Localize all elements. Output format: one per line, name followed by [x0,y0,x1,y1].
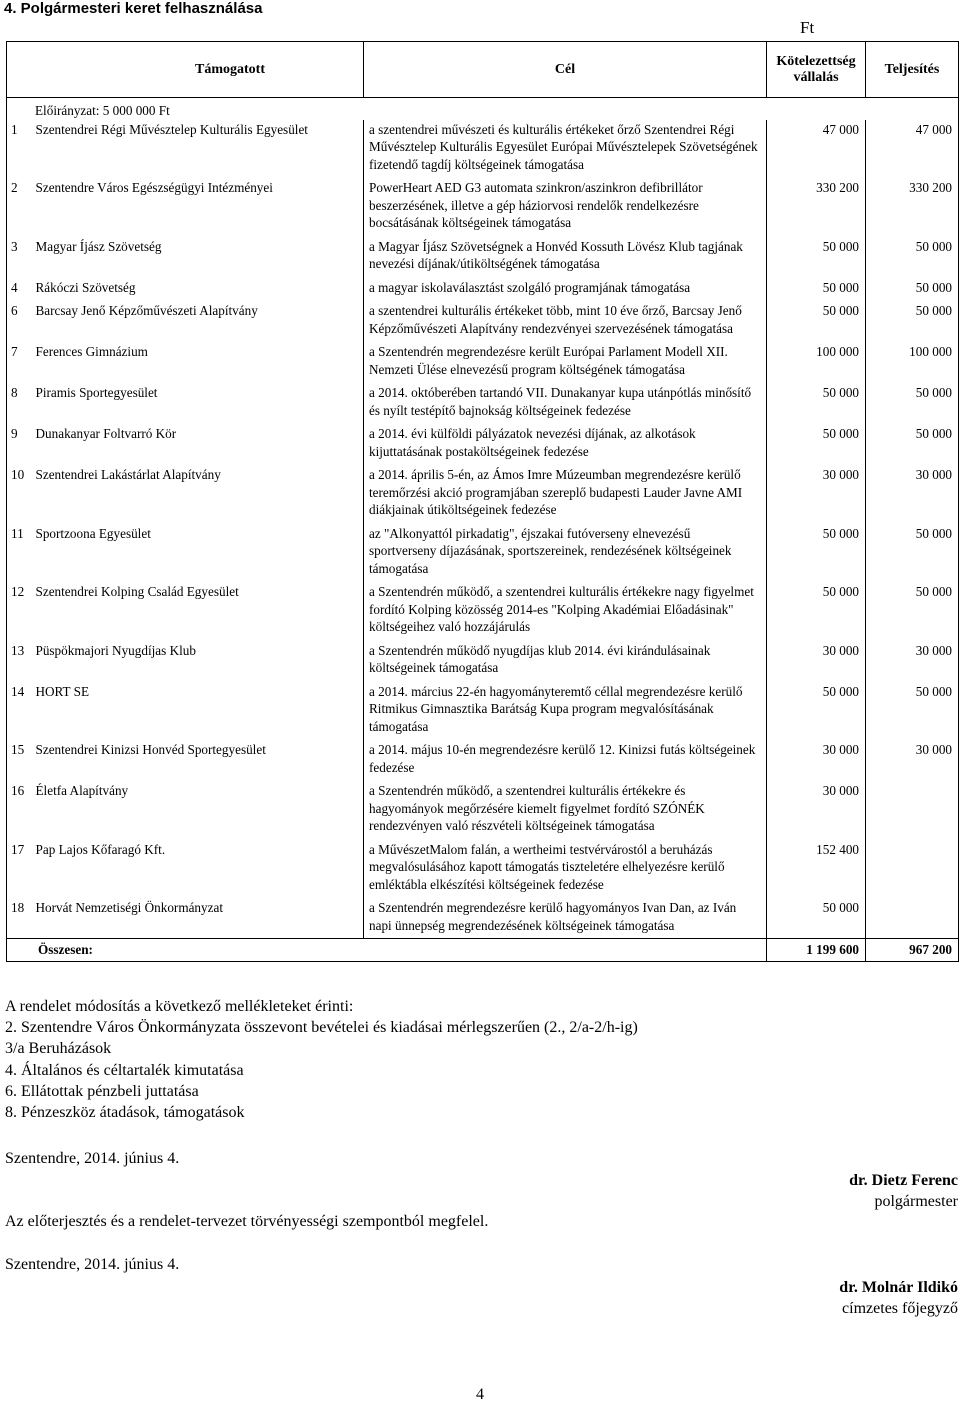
table-row [7,464,959,523]
row-goal: a 2014. évi külföldi pályázatok nevezési díjának, az alkotások kijuttatásának postaköltségeinek fedezése [364,423,767,464]
row-number: 12 [7,581,34,640]
annex-list [5,996,638,1123]
row-recipient: Püspökmajori Nyugdíjas Klub [34,640,364,681]
date-1: Szentendre, 2014. június 4. [5,1150,180,1167]
budget-table [6,41,959,962]
table-header-row [7,42,959,98]
row-goal: a Szentendrén működő, a szentendrei kulturális értékekre és hagyományok megőrzésére kiemelt figyelmet fordító SZÓNÉK rendezvényen való részvételi költségeinek támogatása [364,780,767,839]
table-row [7,382,959,423]
row-number: 1 [7,120,34,178]
row-number: 6 [7,300,34,341]
row-number: 2 [7,177,34,236]
row-recipient: HORT SE [34,681,364,740]
header-recipient: Támogatott [7,42,364,98]
row-fulfillment: 50 000 [866,382,959,423]
annex-item: 6. Ellátottak pénzbeli juttatása [5,1082,199,1100]
row-number: 9 [7,423,34,464]
mayor-signature [849,1170,958,1212]
mayor-name: dr. Dietz Ferenc [849,1172,958,1189]
row-fulfillment [866,780,959,839]
page-number: 4 [476,1386,484,1402]
row-number: 18 [7,897,34,939]
notary-signature [839,1277,958,1319]
unit-label: Ft [800,18,815,37]
row-number: 15 [7,739,34,780]
total-fulfillment: 967 200 [866,939,959,962]
row-fulfillment [866,839,959,898]
row-fulfillment: 50 000 [866,423,959,464]
table-row [7,681,959,740]
annex-item: 4. Általános és céltartalék kimutatása [5,1061,244,1079]
row-commitment: 50 000 [767,681,866,740]
row-goal: a Szentendrén megrendezésre került Európai Parlament Modell XII. Nemzeti Ülése elnevezésű program költségének támogatása [364,341,767,382]
table-row [7,780,959,839]
row-number: 10 [7,464,34,523]
header-commitment: Kötelezettség vállalás [767,42,866,98]
row-fulfillment: 50 000 [866,236,959,277]
row-goal: a Szentendrén megrendezésre kerülő hagyományos Ivan Dan, az Iván napi ünnepség megrendezésének költségeinek támogatása [364,897,767,939]
row-number: 7 [7,341,34,382]
header-goal: Cél [364,42,767,98]
row-recipient: Magyar Íjász Szövetség [34,236,364,277]
annex-item: 3/a Beruházások [5,1040,112,1058]
table-row [7,523,959,582]
row-fulfillment: 50 000 [866,681,959,740]
row-goal: a 2014. októberében tartandó VII. Dunakanyar kupa utánpótlás minősítő és nyílt testépítő bajnokság költségeinek fedezése [364,382,767,423]
row-commitment: 100 000 [767,341,866,382]
row-fulfillment: 50 000 [866,581,959,640]
table-row [7,120,959,178]
row-recipient: Horvát Nemzetiségi Önkormányzat [34,897,364,939]
row-fulfillment: 330 200 [866,177,959,236]
row-fulfillment: 47 000 [866,120,959,178]
row-goal: a szentendrei művészeti és kulturális értékeket őrző Szentendrei Régi Művésztelep Kulturális Egyesület Európai Művésztelepek Szövetségének fizetendő tagdíj költségeinek támogatása [364,120,767,178]
table-row [7,423,959,464]
row-recipient: Dunakanyar Foltvarró Kör [34,423,364,464]
header-fulfillment: Teljesítés [866,42,959,98]
annex-intro: A rendelet módosítás a következő mellékleteket érinti: [5,998,354,1015]
table-row [7,277,959,301]
row-goal: a 2014. május 10-én megrendezésre kerülő 12. Kinizsi futás költségeinek fedezése [364,739,767,780]
row-number: 11 [7,523,34,582]
row-goal: a MűvészetMalom falán, a wertheimi testvérvárostól a beruházás megvalósulásához kapott támogatás tiszteletére elhelyezésre kerülő emléktábla elkészítési költségeinek fedezése [364,839,767,898]
row-goal: az "Alkonyattól pirkadatig", éjszakai futóverseny elnevezésű sportverseny díjazásának, sportszereinek, rendezésének költségeinek támogatása [364,523,767,582]
row-commitment: 152 400 [767,839,866,898]
total-row [7,939,959,962]
row-commitment: 330 200 [767,177,866,236]
row-commitment: 50 000 [767,300,866,341]
row-goal: a 2014. április 5-én, az Ámos Imre Múzeumban megrendezésre kerülő teremőrzési akció programjában szereplő budapesti Lauder Javne AMI diákjainak útiköltségeinek fedezése [364,464,767,523]
row-goal: a Szentendrén működő nyugdíjas klub 2014. évi kirándulásainak költségeinek támogatása [364,640,767,681]
row-number: 3 [7,236,34,277]
table-row [7,300,959,341]
section-title: 4. Polgármesteri keret felhasználása [4,0,263,17]
row-number: 17 [7,839,34,898]
row-recipient: Szentendre Város Egészségügyi Intézményei [34,177,364,236]
date-2: Szentendre, 2014. június 4. [5,1256,180,1273]
table-row [7,177,959,236]
notary-title: címzetes főjegyző [842,1300,958,1317]
row-goal: a 2014. március 22-én hagyományteremtő céllal megrendezésre kerülő Ritmikus Gimnasztika Barátság Kupa program megvalósításának támogatása [364,681,767,740]
row-commitment: 50 000 [767,581,866,640]
row-number: 13 [7,640,34,681]
row-fulfillment: 50 000 [866,523,959,582]
row-commitment: 50 000 [767,897,866,939]
row-goal: a Szentendrén működő, a szentendrei kulturális értékekre nagy figyelmet fordító Kolping közösség 2014-es "Kolping Akadémiai Előadásinak" költségeihez való hozzájárulás [364,581,767,640]
row-recipient: Sportzoona Egyesület [34,523,364,582]
notary-name: dr. Molnár Ildikó [839,1279,958,1296]
row-recipient: Szentendrei Lakástárlat Alapítvány [34,464,364,523]
row-recipient: Szentendrei Régi Művésztelep Kulturális Egyesület [34,120,364,178]
row-fulfillment: 100 000 [866,341,959,382]
row-commitment: 50 000 [767,523,866,582]
row-fulfillment: 30 000 [866,640,959,681]
row-recipient: Piramis Sportegyesület [34,382,364,423]
budget-row [7,98,959,120]
table-row [7,839,959,898]
row-commitment: 30 000 [767,640,866,681]
budget-label: Előirányzat: 5 000 000 Ft [7,98,959,120]
row-goal: a magyar iskolaválasztást szolgáló programjának támogatása [364,277,767,301]
row-recipient: Ferences Gimnázium [34,341,364,382]
total-commitment: 1 199 600 [767,939,866,962]
row-number: 4 [7,277,34,301]
row-recipient: Pap Lajos Kőfaragó Kft. [34,839,364,898]
row-recipient: Életfa Alapítvány [34,780,364,839]
row-recipient: Szentendrei Kolping Család Egyesület [34,581,364,640]
table-body [7,98,959,962]
row-goal: a szentendrei kulturális értékeket több, mint 10 éve őrző, Barcsay Jenő Képzőművészeti Alapítvány rendezvényei szervezésének támogatása [364,300,767,341]
row-fulfillment [866,897,959,939]
row-commitment: 47 000 [767,120,866,178]
row-recipient: Barcsay Jenő Képzőművészeti Alapítvány [34,300,364,341]
row-recipient: Szentendrei Kinizsi Honvéd Sportegyesület [34,739,364,780]
row-recipient: Rákóczi Szövetség [34,277,364,301]
row-commitment: 30 000 [767,739,866,780]
row-commitment: 30 000 [767,780,866,839]
row-goal: PowerHeart AED G3 automata szinkron/aszinkron defibrillátor beszerzésének, illetve a gép háziorvosi rendelők rendelkezésre bocsátásának költségeinek támogatása [364,177,767,236]
table-row [7,739,959,780]
row-fulfillment: 50 000 [866,300,959,341]
table-row [7,897,959,939]
total-label: Összesen: [7,939,767,962]
mayor-title: polgármester [874,1193,958,1210]
row-commitment: 50 000 [767,236,866,277]
row-number: 14 [7,681,34,740]
table-row [7,640,959,681]
row-number: 16 [7,780,34,839]
row-fulfillment: 30 000 [866,739,959,780]
row-number: 8 [7,382,34,423]
table-row [7,236,959,277]
row-goal: a Magyar Íjász Szövetségnek a Honvéd Kossuth Lövész Klub tagjának nevezési díjának/útiköltségének támogatása [364,236,767,277]
row-commitment: 30 000 [767,464,866,523]
table-row [7,581,959,640]
row-fulfillment: 50 000 [866,277,959,301]
row-fulfillment: 30 000 [866,464,959,523]
row-commitment: 50 000 [767,382,866,423]
annex-item: 2. Szentendre Város Önkormányzata összevont bevételei és kiadásai mérlegszerűen (2., 2/a-2/h-ig) [5,1019,638,1037]
row-commitment: 50 000 [767,277,866,301]
row-commitment: 50 000 [767,423,866,464]
legal-statement: Az előterjesztés és a rendelet-tervezet törvényességi szempontból megfelel. [5,1213,489,1230]
table-row [7,341,959,382]
annex-item: 8. Pénzeszköz átadások, támogatások [5,1104,245,1122]
